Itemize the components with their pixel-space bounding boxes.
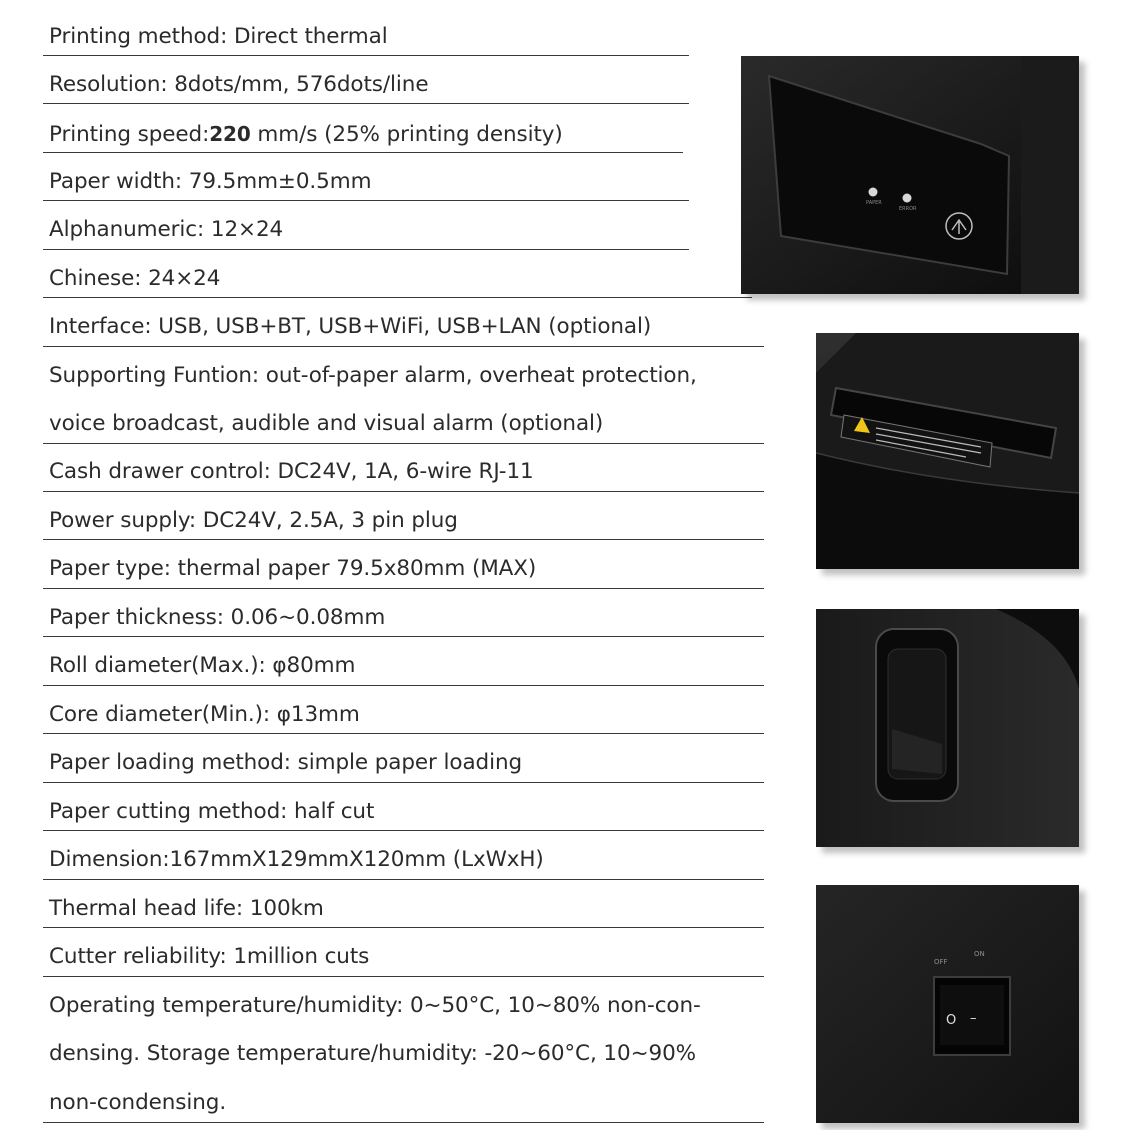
paper-led-icon bbox=[869, 188, 878, 197]
spec-supporting-function-2: voice broadcast, audible and visual alarm (optional) bbox=[49, 411, 604, 436]
spec-resolution: Resolution: 8dots/mm, 576dots/line bbox=[49, 72, 429, 97]
divider bbox=[43, 879, 764, 880]
spec-interface: Interface: USB, USB+BT, USB+WiFi, USB+LAN (optional) bbox=[49, 314, 652, 339]
printer-power-switch-photo bbox=[816, 885, 1079, 1123]
spec-paper-loading: Paper loading method: simple paper loading bbox=[49, 750, 523, 775]
divider bbox=[43, 297, 752, 298]
divider bbox=[43, 685, 764, 686]
spec-thermal-head-life: Thermal head life: 100km bbox=[49, 896, 324, 921]
spec-paper-cutting: Paper cutting method: half cut bbox=[49, 799, 375, 824]
error-led-icon bbox=[903, 194, 912, 203]
divider bbox=[43, 55, 689, 56]
speed-suffix: mm/s (25% printing density) bbox=[257, 122, 563, 147]
divider bbox=[43, 927, 764, 928]
spec-supporting-function-1: Supporting Funtion: out-of-paper alarm, overheat protection, bbox=[49, 363, 697, 388]
spec-alphanumeric: Alphanumeric: 12×24 bbox=[49, 217, 284, 242]
divider bbox=[43, 830, 764, 831]
paper-led-label: PAPER bbox=[866, 200, 882, 206]
spec-paper-width: Paper width: 79.5mm±0.5mm bbox=[49, 169, 372, 194]
divider bbox=[43, 976, 764, 977]
divider bbox=[43, 346, 764, 347]
divider bbox=[43, 1122, 764, 1123]
divider bbox=[43, 443, 764, 444]
switch-off-symbol: O bbox=[946, 1013, 957, 1028]
speed-label: Printing speed: bbox=[49, 122, 210, 147]
spec-roll-diameter: Roll diameter(Max.): φ80mm bbox=[49, 653, 356, 678]
divider bbox=[43, 152, 683, 153]
spec-operating-temperature-2: densing. Storage temperature/humidity: -20~60°C, 10~90% bbox=[49, 1041, 696, 1066]
error-led-label: ERROR bbox=[899, 206, 917, 212]
printer-front-panel-photo bbox=[741, 56, 1079, 294]
divider bbox=[43, 636, 764, 637]
divider bbox=[43, 733, 764, 734]
spec-operating-temperature-3: non-condensing. bbox=[49, 1090, 227, 1115]
spec-power-supply: Power supply: DC24V, 2.5A, 3 pin plug bbox=[49, 508, 458, 533]
spec-printing-method: Printing method: Direct thermal bbox=[49, 24, 388, 49]
spec-paper-type: Paper type: thermal paper 79.5x80mm (MAX) bbox=[49, 556, 537, 581]
spec-operating-temperature-1: Operating temperature/humidity: 0~50°C, 10~80% non-con- bbox=[49, 993, 701, 1018]
printer-paper-outlet-photo bbox=[816, 333, 1079, 569]
front-panel-illustration bbox=[741, 56, 1079, 294]
divider bbox=[43, 782, 764, 783]
paper-outlet-illustration bbox=[816, 333, 1079, 569]
switch-off-label: OFF bbox=[934, 958, 948, 966]
printer-side-grip-photo bbox=[816, 609, 1079, 847]
divider bbox=[43, 249, 689, 250]
spec-printing-speed bbox=[49, 121, 563, 148]
spec-cash-drawer: Cash drawer control: DC24V, 1A, 6-wire RJ-11 bbox=[49, 459, 534, 484]
speed-value: 220 bbox=[209, 122, 251, 146]
switch-on-symbol: – bbox=[970, 1011, 977, 1026]
spec-paper-thickness: Paper thickness: 0.06~0.08mm bbox=[49, 605, 386, 630]
spec-dimension: Dimension:167mmX129mmX120mm (LxWxH) bbox=[49, 847, 544, 872]
spec-core-diameter: Core diameter(Min.): φ13mm bbox=[49, 702, 360, 727]
side-grip-illustration bbox=[816, 609, 1079, 847]
divider bbox=[43, 588, 764, 589]
switch-on-label: ON bbox=[974, 950, 985, 958]
divider bbox=[43, 103, 689, 104]
spec-chinese: Chinese: 24×24 bbox=[49, 266, 221, 291]
spec-cutter-reliability: Cutter reliability: 1million cuts bbox=[49, 944, 370, 969]
divider bbox=[43, 491, 764, 492]
divider bbox=[43, 539, 764, 540]
divider bbox=[43, 200, 689, 201]
power-switch-illustration bbox=[816, 885, 1079, 1123]
